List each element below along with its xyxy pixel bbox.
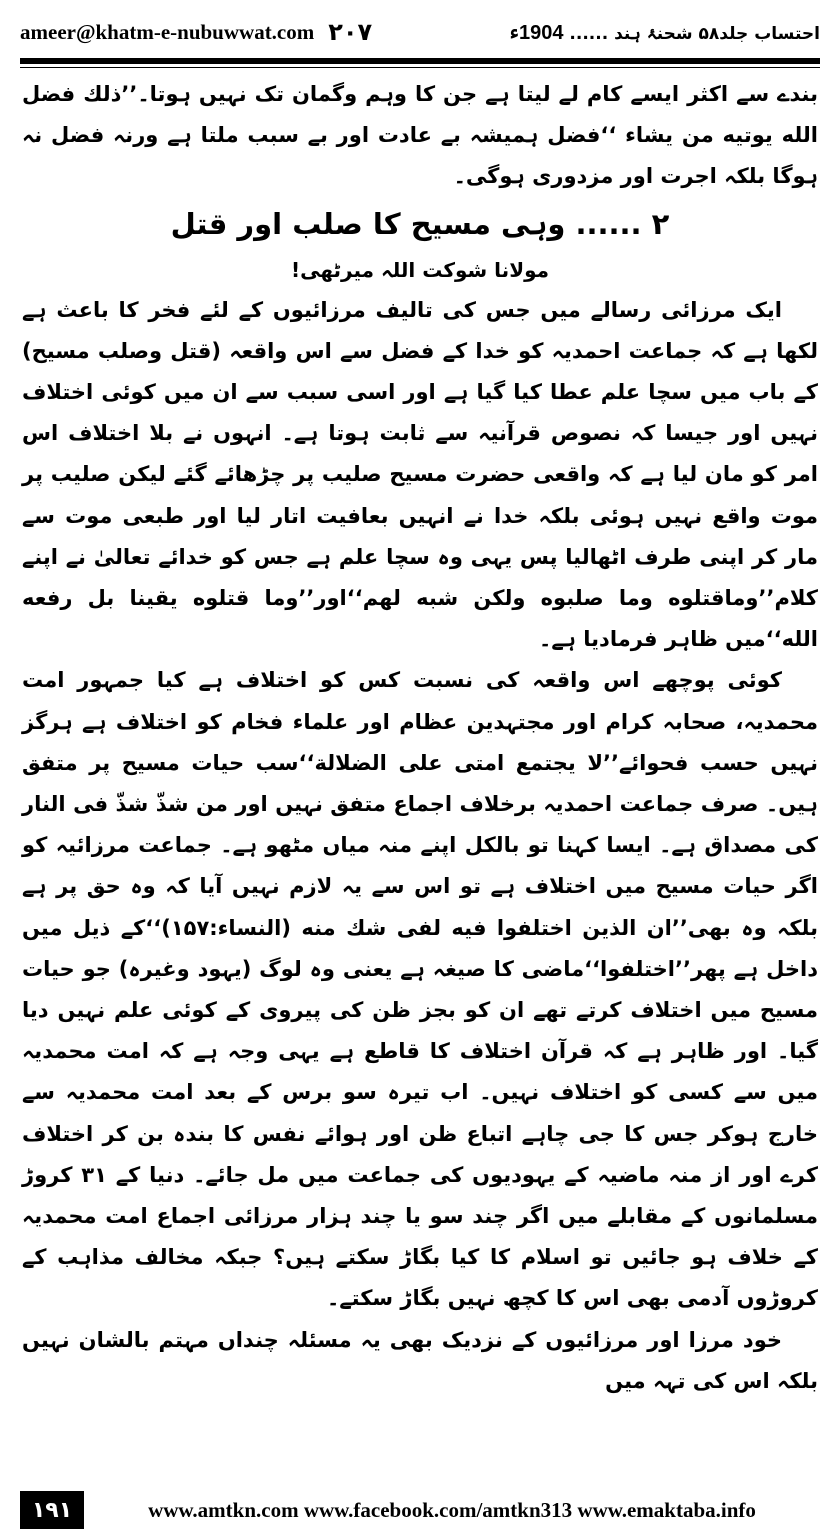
- header-rule-thin: [20, 67, 820, 68]
- page-header: [20, 12, 820, 52]
- page-footer: [20, 1488, 820, 1532]
- footer-page-number: ۱۹۱: [20, 1491, 84, 1529]
- section-author: مولانا شوکت اللہ میرٹھی!: [290, 257, 550, 282]
- paragraph-4: خود مرزا اور مرزائیوں کے نزدیک بھی یہ مسئلہ چنداں مہتم بالشان نہیں بلکہ اس کی تہہ میں: [22, 1327, 818, 1393]
- header-book-name: احتساب جلد۵۸ شحنۂ ہند ......: [569, 23, 820, 44]
- section-heading: ۲ ...... وہی مسیح کا صلب اور قتل: [170, 206, 670, 241]
- header-year: 1904ء: [509, 21, 564, 44]
- header-left: [20, 18, 372, 46]
- paragraph-1: بندے سے اکثر ایسے کام لے لیتا ہے جن کا وہم وگمان تک نہیں ہوتا۔’’ذلك فضل الله یوتیه من یشاء ‘‘فضل ہمیشہ بے عادت اور بے سبب ملتا ہے ورنہ فضل نہ ہوگا بلکہ اجرت اور مزدوری ہوگی۔: [22, 82, 818, 189]
- header-rule-thick: [20, 58, 820, 64]
- header-email: ameer@khatm-e-nubuwwat.com: [20, 19, 315, 44]
- header-book-title: [510, 20, 820, 45]
- footer-links: www.amtkn.com www.facebook.com/amtkn313 www.emaktaba.info: [148, 1497, 756, 1522]
- page-body: [22, 74, 818, 1402]
- paragraph-3: کوئی پوچھے اس واقعہ کی نسبت کس کو اختلاف ہے کیا جمہور امت محمدیہ، صحابہ کرام اور مجتہدین عظام اور علماء فخام کو اختلاف ہے ہرگز نہیں حسب فحوائے’’لا یجتمع امتی علی الضلالة‘‘سب حیات مسیح پر متفق ہیں۔ صرف جماعت احمدیہ برخلاف اجماع متفق نہیں اور من شذّ شذّ فی النار کی مصداق ہے۔ ایسا کہنا تو بالکل اپنے منہ میاں مٹھو ہے۔ جماعت مرزائیہ کو اگر حیات مسیح میں اختلاف ہے تو اس سے یہ لازم نہیں آیا کہ وہ حق پر ہے بلکہ وہ بھی’’ان الذین اختلفوا فیه لفی شك منه (النساء:۱۵۷)‘‘کے ذیل میں داخل ہے پھر’’اختلفوا‘‘ماضی کا صیغہ ہے یعنی وہ لوگ (یہود وغیرہ) جو حیات مسیح میں اختلاف کرتے تھے ان کو بجز ظن کی پیروی کے کوئی علم نہیں دیا گیا۔ اور ظاہر ہے کہ قرآن اختلاف کا قاطع ہے یہی وجہ ہے کہ امت محمدیہ میں سے کسی کو اختلاف نہیں۔ اب تیرہ سو برس کے بعد امت محمدیہ سے خارج ہوکر جس کا جی چاہے اتباع ظن اور ہوائے نفس کا بندہ بن کر اختلاف کرے اور از منہ ماضیہ کے یہودیوں کی جماعت میں مل جائے۔ دنیا کے ۳۱ کروڑ مسلمانوں کے مقابلے میں اگر چند سو یا چند ہزار مرزائی اجماع امت محمدیہ کے خلاف ہو جائیں تو اسلام کا کیا بگاڑ سکتے ہیں؟ جبکہ مخالف مذاہب کے کروڑوں آدمی بھی اس کا کچھ نہیں بگاڑ سکتے۔: [22, 668, 818, 1311]
- paragraph-2: ایک مرزائی رسالے میں جس کی تالیف مرزائیوں کے لئے فخر کا باعث ہے لکھا ہے کہ جماعت احمدیہ کو خدا کے فضل سے اس واقعہ (قتل وصلب مسیح) کے باب میں سچا علم عطا کیا گیا ہے اور اسی سبب سے ان میں کوئی اختلاف نہیں اور جیسا کہ نصوص قرآنیہ سے ثابت ہوتا ہے۔ انہوں نے بلا اختلاف اس امر کو مان لیا ہے کہ واقعی حضرت مسیح صلیب پر چڑھائے گئے لیکن صلیب پر موت واقع نہیں ہوئی بلکہ خدا نے انہیں بعافیت اتار لیا اور طبعی موت سے مار کر اپنی طرف اٹھالیا پس یہی وہ سچا علم ہے جس کو خدائے تعالیٰ نے اپنے کلام’’وماقتلوه وما صلبوه ولكن شبه لهم‘‘اور’’وما قتلوه يقينا بل رفعه الله‘‘میں ظاہر فرمادیا ہے۔: [22, 297, 818, 652]
- header-page-number: ۲۰۷: [328, 18, 373, 46]
